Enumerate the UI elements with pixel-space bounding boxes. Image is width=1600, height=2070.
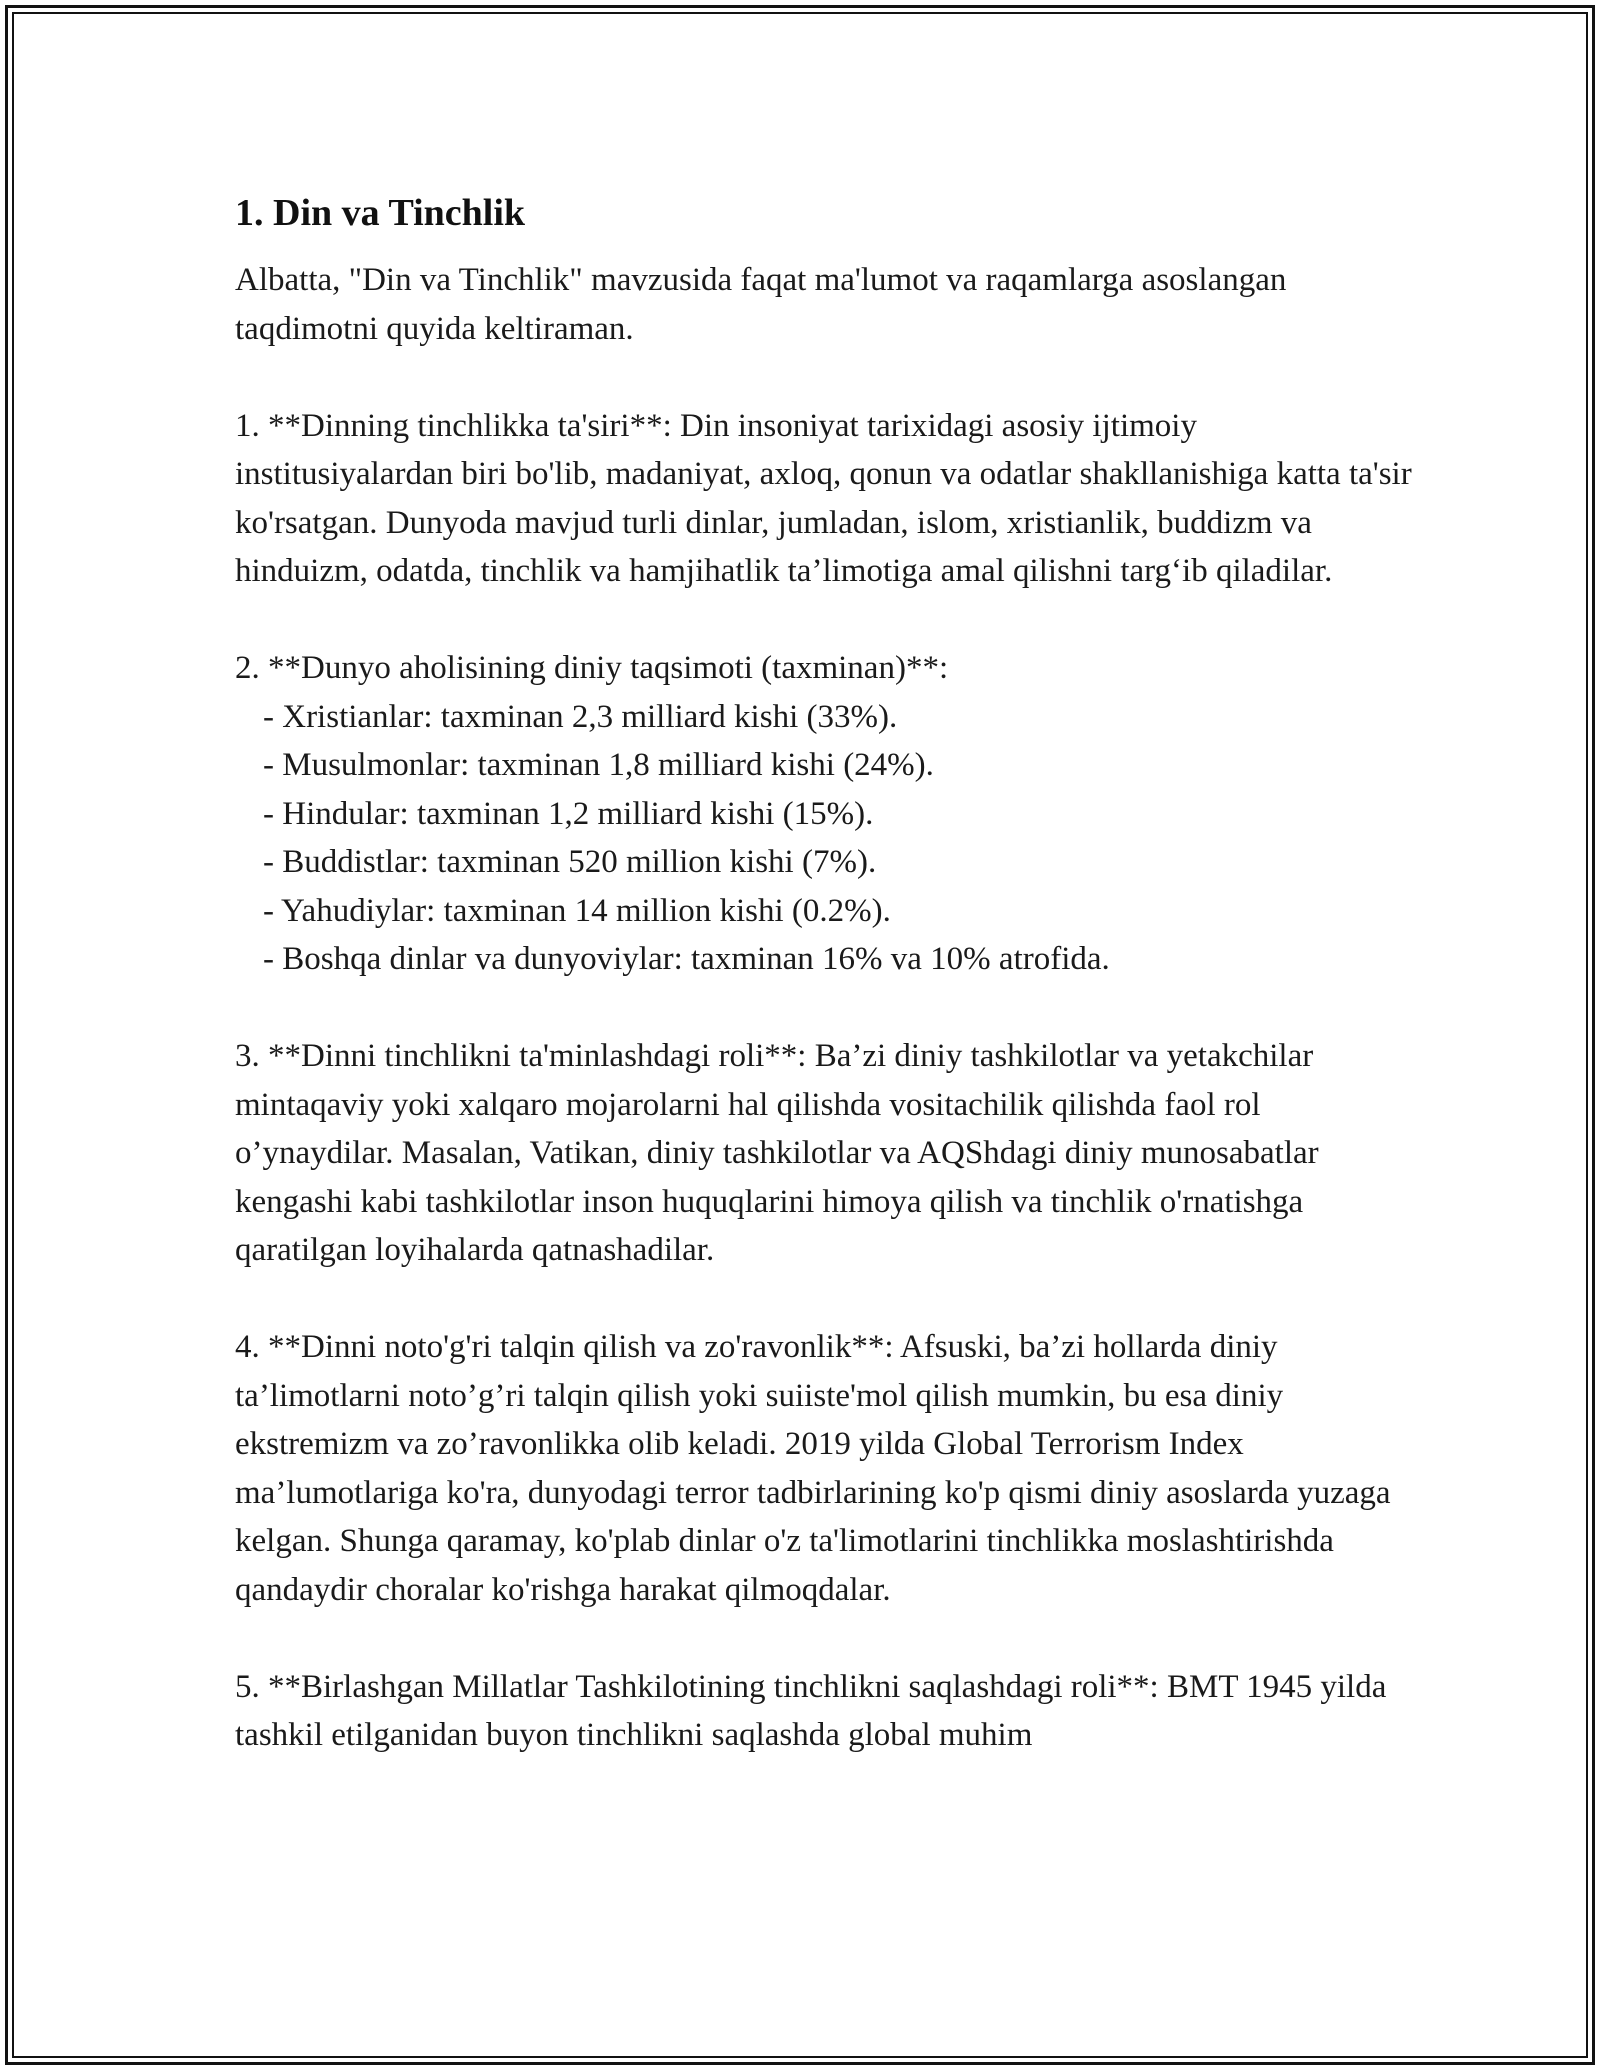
list-item: - Musulmonlar: taxminan 1,8 milliard kishi (24%). (263, 747, 934, 783)
intro-paragraph: Albatta, "Din va Tinchlik" mavzusida faqat ma'lumot va raqamlarga asoslangan taqdimotni quyida keltiraman. (235, 262, 1287, 347)
section-3-paragraph: 3. **Dinni tinchlikni ta'minlashdagi roli**: Ba’zi diniy tashkilotlar va yetakchilar mintaqaviy yoki xalqaro mojarolarni hal qilishda vositachilik qilishda faol rol o’ynaydilar. Masalan, Vatikan, diniy tashkilotlar va AQShdagi diniy munosabatlar kengashi kabi tashkilotlar inson huquqlarini himoya qilish va tinchlik o'rnatishga qaratilgan loyihalarda qatnashadilar. (235, 1038, 1319, 1268)
section-5-paragraph: 5. **Birlashgan Millatlar Tashkilotining tinchlikni saqlashdagi roli**: BMT 1945 yilda tashkil etilganidan buyon tinchlikni saqlashda global muhim (235, 1668, 1387, 1753)
list-item: - Boshqa dinlar va dunyoviylar: taxminan 16% va 10% atrofida. (263, 941, 1110, 977)
list-item: - Yahudiylar: taxminan 14 million kishi (0.2%). (263, 892, 891, 929)
list-item: - Buddistlar: taxminan 520 million kishi (7%). (263, 844, 877, 880)
document-title: 1. Din va Tinchlik (235, 192, 526, 234)
section-4-paragraph: 4. **Dinni noto'g'ri talqin qilish va zo'ravonlik**: Afsuski, ba’zi hollarda diniy ta’limotlarni noto’g’ri talqin qilish yoki suiiste'mol qilish mumkin, bu esa diniy ekstremizm va zo’ravonlikka olib keladi. 2019 yilda Global Terrorism Index ma’lumotlariga ko'ra, dunyodagi terror tadbirlarining ko'p qismi diniy asoslarda yuzaga kelgan. Shunga qaramay, ko'plab dinlar o'z ta'limotlarini tinchlikka moslashtirishda qandaydir choralar ko'rishga harakat qilmoqdalar. (235, 1329, 1391, 1608)
religion-distribution-list (235, 693, 1415, 984)
section-2-heading: 2. **Dunyo aholisining diniy taqsimoti (taxminan)**: (235, 650, 949, 686)
section-1-paragraph: 1. **Dinning tinchlikka ta'siri**: Din insoniyat tarixidagi asosiy ijtimoiy institusiyalardan biri bo'lib, madaniyat, axloq, qonun va odatlar shakllanishiga katta ta'sir ko'rsatgan. Dunyoda mavjud turli dinlar, jumladan, islom, xristianlik, buddizm va hinduizm, odatda, tinchlik va hamjihatlik ta’limotiga amal qilishni targ‘ib qiladilar. (235, 407, 1412, 589)
document-body (235, 184, 1415, 1808)
list-item: - Xristianlar: taxminan 2,3 milliard kishi (33%). (263, 698, 898, 735)
list-item: - Hindular: taxminan 1,2 milliard kishi (15%). (263, 795, 874, 832)
